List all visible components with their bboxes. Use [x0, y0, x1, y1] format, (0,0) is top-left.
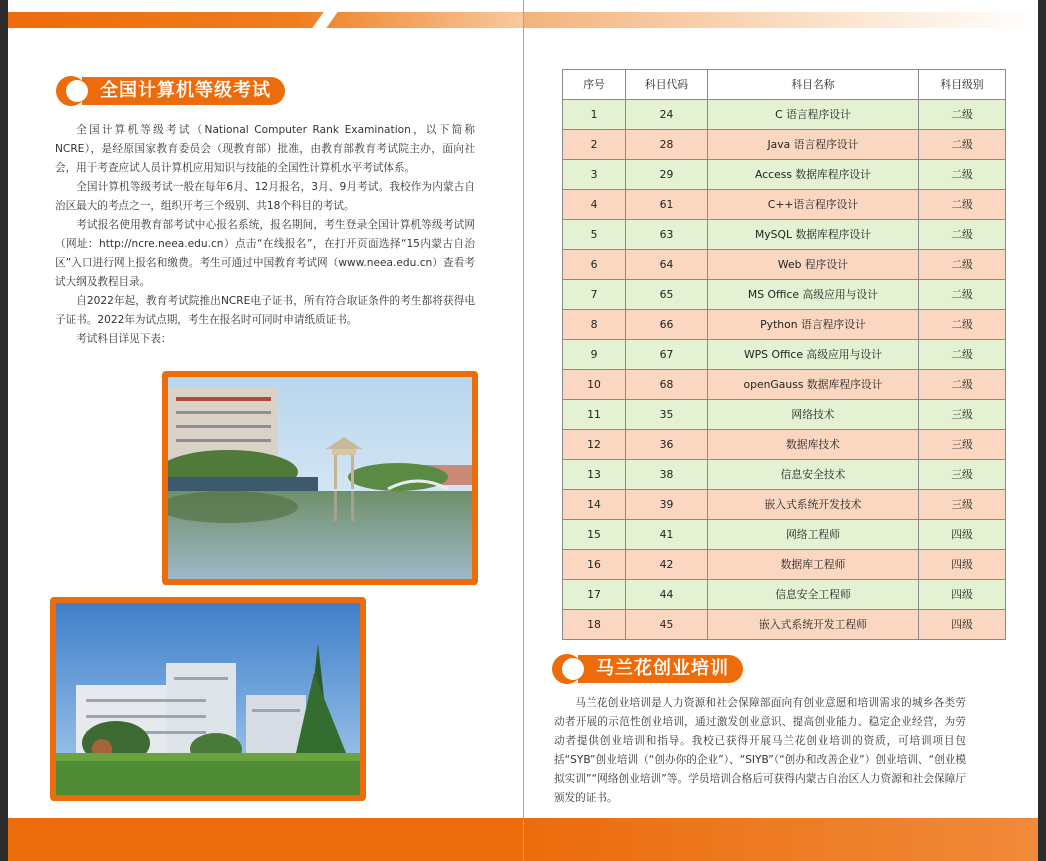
cell-subject-level: 二级	[919, 190, 1006, 220]
cell-subject-name: Web 程序设计	[708, 250, 919, 280]
cell-subject-level: 二级	[919, 250, 1006, 280]
header-subject-level: 科目级别	[919, 70, 1006, 100]
cell-subject-code: 24	[626, 100, 708, 130]
paragraph: 马兰花创业培训是人力资源和社会保障部面向有创业意愿和培训需求的城乡各类劳动者开展的示范性创业培训，通过激发创业意识、提高创业能力、稳定企业经营，为劳动者提供创业培训和指导。我校已获得开展马兰花创业培训的资质，可培训项目包括“SYB”创业培训（“创办你的企业”）、“SIYB”（“创办和改善企业”）创业培训、“创业模拟实训”“网络创业培训”等。学员培训合格后可获得内蒙古自治区人力资源和社会保障厅颁发的证书。	[554, 697, 966, 804]
top-decor-band	[524, 12, 1038, 28]
cell-subject-code: 39	[626, 490, 708, 520]
table-row	[563, 550, 1006, 580]
cell-subject-code: 61	[626, 190, 708, 220]
cell-subject-name: 嵌入式系统开发技术	[708, 490, 919, 520]
cell-index: 15	[563, 520, 626, 550]
cell-subject-level: 四级	[919, 520, 1006, 550]
cell-subject-level: 二级	[919, 130, 1006, 160]
cell-subject-code: 67	[626, 340, 708, 370]
cell-subject-name: MySQL 数据库程序设计	[708, 220, 919, 250]
table-row	[563, 460, 1006, 490]
table-row	[563, 160, 1006, 190]
table-row	[563, 250, 1006, 280]
cell-subject-name: 数据库工程师	[708, 550, 919, 580]
cell-subject-code: 35	[626, 400, 708, 430]
cell-subject-code: 36	[626, 430, 708, 460]
header-index: 序号	[563, 70, 626, 100]
header-subject-name: 科目名称	[708, 70, 919, 100]
cell-subject-code: 45	[626, 610, 708, 640]
bottom-decor-band	[524, 818, 1038, 861]
malan-intro-text	[554, 694, 966, 808]
cell-subject-code: 44	[626, 580, 708, 610]
cell-subject-name: 信息安全技术	[708, 460, 919, 490]
cell-subject-level: 二级	[919, 280, 1006, 310]
cell-index: 6	[563, 250, 626, 280]
cell-subject-level: 四级	[919, 580, 1006, 610]
table-row	[563, 130, 1006, 160]
campus-lake-photo	[162, 371, 478, 585]
cell-subject-code: 28	[626, 130, 708, 160]
table-row	[563, 310, 1006, 340]
cell-subject-name: openGauss 数据库程序设计	[708, 370, 919, 400]
top-decor-band	[8, 12, 524, 28]
cell-subject-level: 四级	[919, 550, 1006, 580]
cell-subject-level: 三级	[919, 400, 1006, 430]
cell-subject-level: 二级	[919, 340, 1006, 370]
cell-subject-code: 42	[626, 550, 708, 580]
cell-index: 5	[563, 220, 626, 250]
cell-subject-level: 三级	[919, 430, 1006, 460]
cell-subject-code: 65	[626, 280, 708, 310]
cell-subject-level: 二级	[919, 160, 1006, 190]
cell-subject-name: C++语言程序设计	[708, 190, 919, 220]
bottom-decor-band	[8, 818, 524, 861]
cell-index: 11	[563, 400, 626, 430]
campus-building-photo	[50, 597, 366, 801]
cell-subject-code: 66	[626, 310, 708, 340]
table-row	[563, 280, 1006, 310]
cell-index: 12	[563, 430, 626, 460]
cell-subject-name: 网络技术	[708, 400, 919, 430]
cell-subject-code: 63	[626, 220, 708, 250]
right-page	[524, 0, 1038, 861]
table-header-row	[563, 70, 1006, 100]
title-circle-icon	[56, 76, 86, 106]
table-row	[563, 610, 1006, 640]
cell-index: 3	[563, 160, 626, 190]
title-circle-icon	[552, 654, 582, 684]
ncre-section-title	[56, 76, 285, 106]
cell-index: 10	[563, 370, 626, 400]
header-subject-code: 科目代码	[626, 70, 708, 100]
cell-index: 7	[563, 280, 626, 310]
ncre-intro-text	[55, 121, 475, 349]
cell-index: 18	[563, 610, 626, 640]
cell-subject-code: 38	[626, 460, 708, 490]
table-row	[563, 490, 1006, 520]
cell-subject-level: 四级	[919, 610, 1006, 640]
cell-subject-code: 29	[626, 160, 708, 190]
cell-subject-level: 三级	[919, 490, 1006, 520]
cell-subject-level: 二级	[919, 100, 1006, 130]
table-row	[563, 190, 1006, 220]
cell-index: 2	[563, 130, 626, 160]
table-row	[563, 370, 1006, 400]
table-row	[563, 580, 1006, 610]
table-row	[563, 400, 1006, 430]
ncre-subject-table	[562, 69, 1006, 640]
cell-subject-name: C 语言程序设计	[708, 100, 919, 130]
cell-subject-name: 嵌入式系统开发工程师	[708, 610, 919, 640]
cell-index: 1	[563, 100, 626, 130]
cell-subject-level: 二级	[919, 310, 1006, 340]
cell-subject-level: 三级	[919, 460, 1006, 490]
cell-subject-name: Java 语言程序设计	[708, 130, 919, 160]
table-row	[563, 430, 1006, 460]
cell-subject-code: 68	[626, 370, 708, 400]
cell-subject-code: 64	[626, 250, 708, 280]
table-body	[563, 100, 1006, 640]
cell-subject-level: 二级	[919, 220, 1006, 250]
malan-section-title	[552, 654, 743, 684]
cell-index: 13	[563, 460, 626, 490]
left-page	[8, 0, 524, 861]
cell-subject-name: 网络工程师	[708, 520, 919, 550]
table-row	[563, 520, 1006, 550]
paragraph: 考试报名使用教育部考试中心报名系统，报名期间，考生登录全国计算机等级考试网（网址：http://ncre.neea.edu.cn）点击“在线报名”，在打开页面选择“15内蒙古自治区”入口进行网上报名和缴费。考生可通过中国教育考试网（www.neea.edu.cn）查看考试大纲及教程目录。	[55, 219, 475, 288]
paragraph: 考试科目详见下表：	[76, 333, 172, 345]
paragraph: 全国计算机等级考试（National Computer Rank Examination，以下简称NCRE），是经原国家教育委员会（现教育部）批准，由教育部教育考试院主办，面向社会，用于考查应试人员计算机应用知识与技能的全国性计算机水平考试体系。	[55, 124, 475, 174]
cell-subject-name: WPS Office 高级应用与设计	[708, 340, 919, 370]
paragraph: 全国计算机等级考试一般在每年6月、12月报名，3月、9月考试。我校作为内蒙古自治区最大的考点之一，组织开考三个级别、共18个科目的考试。	[55, 181, 475, 212]
cell-subject-name: 数据库技术	[708, 430, 919, 460]
malan-title-text: 马兰花创业培训	[578, 655, 743, 683]
paragraph: 自2022年起，教育考试院推出NCRE电子证书，所有符合取证条件的考生都将获得电子证书。2022年为试点期，考生在报名时可同时申请纸质证书。	[55, 295, 475, 326]
table-row	[563, 340, 1006, 370]
cell-subject-name: Access 数据库程序设计	[708, 160, 919, 190]
cell-index: 8	[563, 310, 626, 340]
cell-index: 16	[563, 550, 626, 580]
cell-index: 4	[563, 190, 626, 220]
cell-index: 9	[563, 340, 626, 370]
cell-subject-code: 41	[626, 520, 708, 550]
table-row	[563, 220, 1006, 250]
cell-subject-name: 信息安全工程师	[708, 580, 919, 610]
table-row	[563, 100, 1006, 130]
cell-index: 17	[563, 580, 626, 610]
cell-index: 14	[563, 490, 626, 520]
cell-subject-level: 二级	[919, 370, 1006, 400]
cell-subject-name: Python 语言程序设计	[708, 310, 919, 340]
page-spine-guide	[523, 0, 524, 861]
cell-subject-name: MS Office 高级应用与设计	[708, 280, 919, 310]
ncre-title-text: 全国计算机等级考试	[82, 77, 285, 105]
